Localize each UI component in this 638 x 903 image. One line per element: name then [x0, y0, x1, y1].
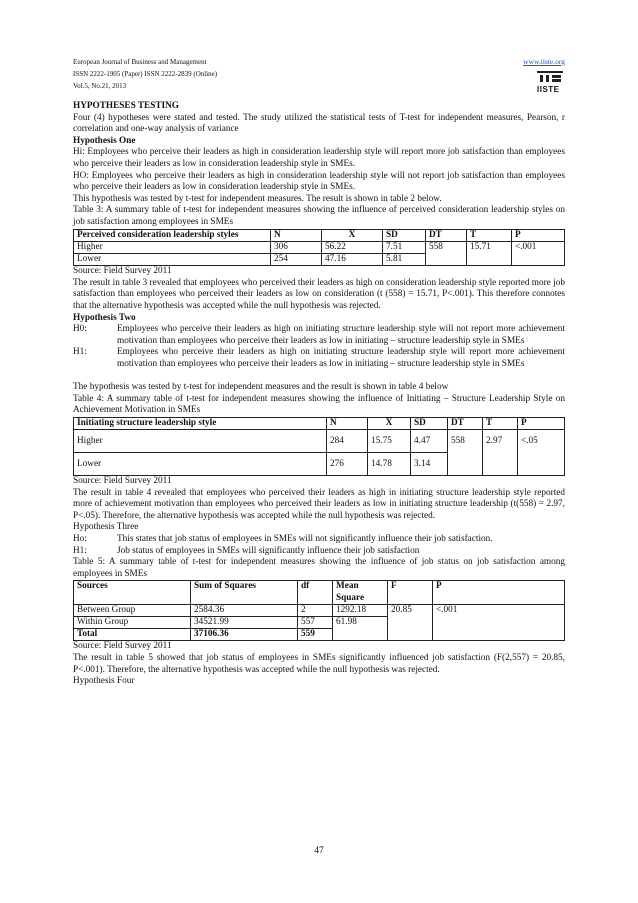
table-row	[74, 241, 565, 253]
table-header-cell: $\overline{X}$	[322, 229, 383, 241]
table-header-cell: SD	[411, 417, 448, 429]
table-cell: 7.51	[383, 241, 426, 253]
table3	[73, 229, 565, 267]
hypothesis-two-alternative	[73, 347, 565, 370]
hypothesis-three-null	[73, 534, 565, 546]
hypothesis-text: Employees who perceive their leaders as high on initiating structure leadership style will not report more achievement motivation than employees who perceive their leaders as low in initiating – structure leadership style in SMEs	[117, 324, 565, 346]
table3-caption: Table 3: A summary table of t-test for independent measures showing the influence of perceived consideration leadership styles on job satisfaction among employees in SMEs	[73, 205, 565, 227]
hypothesis-one-test-note: This hypothesis was tested by t-test for independent measures. The result is shown in table 2 below.	[73, 193, 442, 204]
hypothesis-two-title: Hypothesis Two	[73, 312, 136, 323]
table-row	[74, 604, 565, 616]
hypothesis-label: H0:	[73, 324, 87, 335]
table-cell: Within Group	[74, 617, 191, 629]
issn: ISSN 2222-1905 (Paper) ISSN 2222-2839 (Online)	[73, 70, 218, 78]
table-header-cell: N	[271, 229, 322, 241]
hypothesis-two-test-note: The hypothesis was tested by t-test for independent measures and the result is shown in table 4 below	[73, 382, 449, 393]
table-cell: <.001	[512, 241, 565, 265]
hypothesis-four-title: Hypothesis Four	[73, 676, 135, 687]
table-header-cell: Initiating structure leadership style	[74, 417, 327, 429]
table5	[73, 580, 565, 641]
table-cell: 1292.18	[333, 604, 388, 616]
table-header-cell: Perceived consideration leadership styles	[74, 229, 271, 241]
table-header-cell: DT	[448, 417, 483, 429]
table-cell: 20.85	[388, 604, 433, 641]
table-cell: 2	[298, 604, 333, 616]
table-cell: 14.78	[368, 453, 411, 476]
table-header-cell: T	[467, 229, 512, 241]
page-number: 47	[314, 846, 324, 856]
table4-result: The result in table 4 revealed that employees who perceived their leaders as high in initiating structure leadership style reported more of achievement motivation than employees who perceived their leaders as low in initiating structure leadership (t(558) = 2.97, P<.05). Therefore, the alternative hypothesis was accepted while the null hypothesis was rejected.	[73, 487, 565, 521]
table4	[73, 417, 565, 476]
hypothesis-three-alternative	[73, 546, 565, 558]
table-header-cell: Sum of Squares	[191, 581, 298, 604]
table-cell: 2.97	[483, 430, 518, 476]
table-cell: 254	[271, 253, 322, 265]
article-body	[73, 101, 565, 688]
table-cell: 61.98	[333, 617, 388, 641]
table-header-cell: $\overline{X}$	[368, 417, 411, 429]
table-cell: Higher	[74, 430, 327, 453]
table3-source: Source: Field Survey 2011	[73, 266, 172, 277]
table-cell: 34521.99	[191, 617, 298, 629]
table-header-cell: N	[327, 417, 368, 429]
hypothesis-label: Ho:	[73, 534, 87, 545]
table-cell: Lower	[74, 253, 271, 265]
hypothesis-label: H1:	[73, 545, 87, 556]
table-header-cell: SD	[383, 229, 426, 241]
table-cell: 558	[426, 241, 467, 265]
table-header-cell: T	[483, 417, 518, 429]
table-cell: 15.71	[467, 241, 512, 265]
table-row	[74, 430, 565, 453]
journal-header	[73, 56, 565, 102]
table-cell: 276	[327, 453, 368, 476]
table-header-cell: Sources	[74, 581, 191, 604]
table-cell: 3.14	[411, 453, 448, 476]
table-header-cell: P	[512, 229, 565, 241]
table-cell: Total	[74, 629, 191, 641]
logo-text: IISTE	[537, 85, 560, 94]
table-cell: <.001	[433, 604, 565, 641]
table-header-cell: df	[298, 581, 333, 604]
hypothesis-label: H1:	[73, 347, 87, 358]
hypothesis-three-title: Hypothesis Three	[73, 522, 139, 533]
table5-source: Source: Field Survey 2011	[73, 641, 172, 652]
table-header-cell: F	[388, 581, 433, 604]
journal-name: European Journal of Business and Management	[73, 58, 207, 66]
intro-paragraph: Four (4) hypotheses were stated and tested. The study utilized the statistical tests of T-test for independent measures, Pearson, r correlation and one-way analysis of variance	[73, 112, 565, 135]
table4-caption: Table 4: A summary table of t-test for independent measures showing the influence of Initiating – Structure Leadership Style on Achievement Motivation in SMEs	[73, 393, 565, 416]
table-cell: 47.16	[322, 253, 383, 265]
journal-url-link[interactable]: www.iiste.org	[523, 57, 565, 66]
section-heading: HYPOTHESES TESTING	[73, 101, 179, 111]
table-header-cell: P	[433, 581, 565, 604]
table-cell: 4.47	[411, 430, 448, 453]
hypothesis-text: Job status of employees in SMEs will significantly influence their job satisfaction	[117, 545, 420, 556]
table-cell: Lower	[74, 453, 327, 476]
table-cell: 558	[448, 430, 483, 476]
hypothesis-one-title: Hypothesis One	[73, 135, 136, 146]
hypothesis-text: This states that job status of employees in SMEs will not significantly influence their job satisfaction.	[117, 534, 493, 545]
table-header-cell: P	[518, 417, 565, 429]
table5-caption: Table 5: A summary table of t-test for independent measures showing the influence of job status on job satisfaction among employees in SMEs	[73, 557, 565, 579]
hypothesis-one-alternative: Hi: Employees who perceive their leaders as high in consideration leadership style will report more job satisfaction than employees who perceive their leaders as low in consideration leadership style in SMEs.	[73, 147, 565, 169]
table5-result: The result in table 5 showed that job status of employees in SMEs significantly influenced job satisfaction (F(2,557) = 20.85, P<.001). Therefore, the alternative hypothesis was accepted while the null hypothesis was rejected.	[73, 653, 565, 675]
iiste-logo-icon	[537, 71, 563, 94]
table3-result: The result in table 3 revealed that employees who perceived their leaders as high on consideration leadership style reported more job satisfaction than employees who perceived their leaders as low on consideration (t (558) = 15.71, P<.001). This therefore connotes that the alternative hypothesis was accepted while the null hypothesis was rejected.	[73, 277, 565, 311]
table-cell: 284	[327, 430, 368, 453]
table-cell: 37106.36	[191, 629, 298, 641]
hypothesis-one-null: HO: Employees who perceive their leaders as high in consideration leadership style will not report job satisfaction than employees who perceive their leaders as low in consideration leadership style in SMEs.	[73, 170, 565, 193]
table-header-cell: Mean Square	[333, 581, 388, 604]
table-cell: 5.81	[383, 253, 426, 265]
table-header-row	[74, 581, 565, 604]
table-cell: 56.22	[322, 241, 383, 253]
table-cell: 557	[298, 617, 333, 629]
table-header-row	[74, 229, 565, 241]
table-cell: Higher	[74, 241, 271, 253]
table-header-row	[74, 417, 565, 429]
table-cell: 559	[298, 629, 333, 641]
volume: Vol.5, No.21, 2013	[73, 82, 127, 90]
table-cell: 306	[271, 241, 322, 253]
table-header-cell: DT	[426, 229, 467, 241]
table-cell: Between Group	[74, 604, 191, 616]
table4-source: Source: Field Survey 2011	[73, 476, 172, 487]
table-cell: 2584.36	[191, 604, 298, 616]
hypothesis-two-null	[73, 324, 565, 347]
hypothesis-text: Employees who perceive their leaders as high on initiating structure leadership style will report more achievement motivation than employees who perceive their leaders as low in initiating – structure leadership style in SMEs	[117, 347, 565, 369]
table-cell: <.05	[518, 430, 565, 476]
table-cell: 15.75	[368, 430, 411, 453]
